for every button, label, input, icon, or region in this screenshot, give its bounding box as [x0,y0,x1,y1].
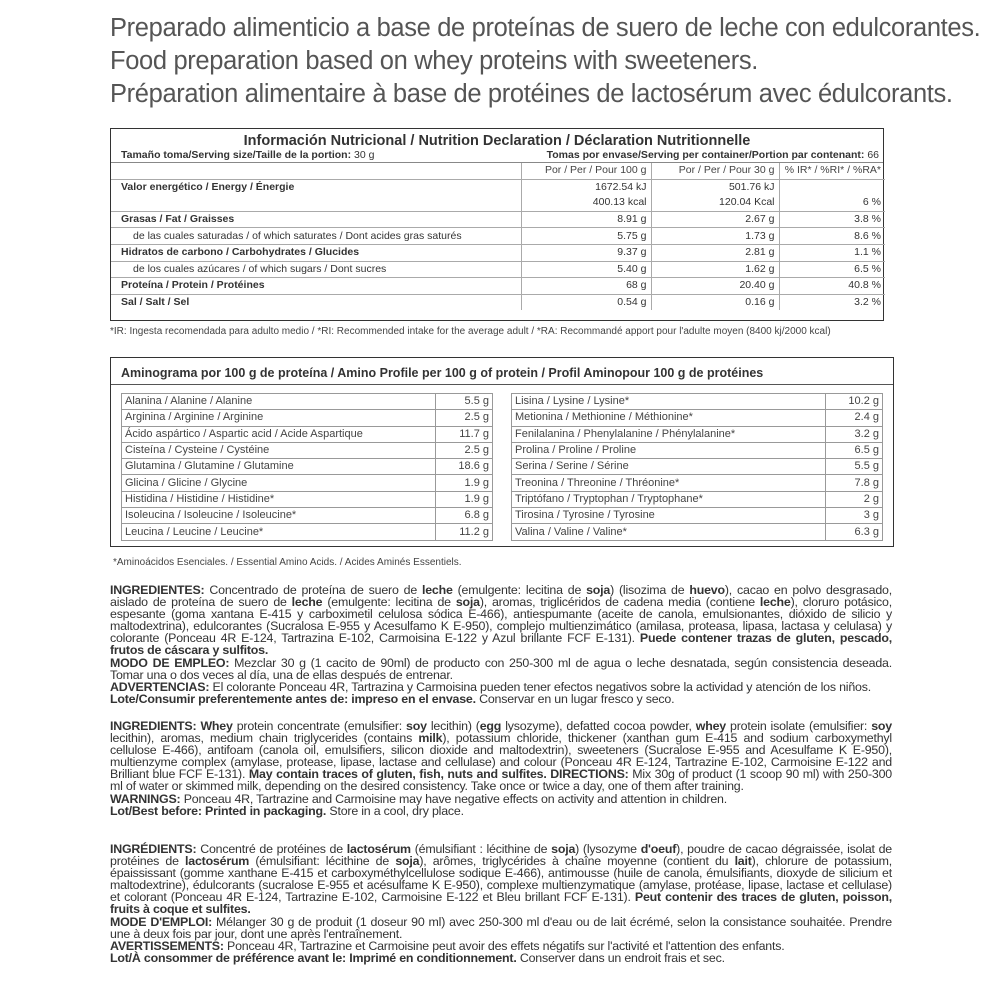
amino-row [122,394,493,410]
amino-name: Glutamina / Glutamine / Glutamine [122,459,436,475]
ingredient-text: Mélanger 30 g de produit (1 doseur 90 ml) avec 250-300 ml d'eau ou de lait écrémé, selon la consistance souhaitée. Prendre une à deux fois par jour, dont une après l'entraînement. [110,914,892,941]
amino-name: Fenilalanina / Phenylalanine / Phénylalanine* [512,426,826,442]
amino-row [122,410,493,426]
amino-profile-table [110,357,894,547]
ingredient-bold: soy [871,719,892,733]
col-header-per30: Por / Per / Pour 30 g [651,163,779,179]
containers-value: 66 [867,149,879,161]
amino-right-column [511,393,883,541]
ingredient-bold: INGREDIENTES: [110,583,205,597]
nutrition-header-row [111,163,885,179]
amino-row [512,524,883,540]
amino-value: 7.8 g [826,475,883,491]
ingredient-bold: leche [421,583,453,597]
energy-label: Valor energético / Energy / Énergie [121,180,295,193]
amino-name: Lisina / Lysine / Lysine* [512,394,826,410]
amino-value: 5.5 g [436,394,493,410]
amino-row [122,524,493,540]
energy-row-kcal [111,195,885,211]
col-header-per100: Por / Per / Pour 100 g [521,163,651,179]
nutrition-grid [111,163,885,310]
ingredient-bold: soy [406,719,427,733]
ingredient-bold: whey [695,719,726,733]
amino-name: Glicina / Glicine / Glycine [122,475,436,491]
ingredient-bold: INGREDIENTS: Whey [110,719,233,733]
energy-row-kj [111,179,885,195]
ingredient-bold: MODE D'EMPLOI: [110,914,213,929]
amino-value: 11.2 g [436,524,493,540]
ingredient-text: ), poudre de cacao dégraissée, isolat de protéines de [110,842,892,869]
amino-row [512,426,883,442]
amino-value: 6.8 g [436,508,493,524]
ingredient-bold: soja [395,854,420,869]
amino-row [122,442,493,458]
amino-value: 18.6 g [436,459,493,475]
nutrition-title: Información Nutricional / Nutrition Declaration / Déclaration Nutritionnelle [243,133,751,149]
ingredient-text: Mezclar 30 g (1 cacito de 90ml) de producto con 250-300 ml de agua o leche desnatada, según consistencia deseada. Tomar una o dos veces al día, una de ellas después de entrenar. [110,655,892,682]
amino-name: Histidina / Histidine / Histidine* [122,491,436,507]
ingredient-bold: d'oeuf [640,842,677,856]
ingredient-bold: MODO DE EMPLEO: [110,655,230,670]
amino-row [512,491,883,507]
ingredient-text: Conservar en un lugar fresco y seco. [475,691,675,706]
amino-name: Leucina / Leucine / Leucine* [122,524,436,540]
amino-left-column [121,393,493,541]
amino-value: 10.2 g [826,394,883,410]
energy-kcal-30: 120.04 Kcal [651,195,779,211]
amino-name: Tirosina / Tyrosine / Tyrosine [512,508,826,524]
ingredient-text: (émulsifiant: lécithine de [249,854,396,869]
ingredient-bold: May contain traces of gluten, fish, nuts and sulfites. DIRECTIONS: [248,767,629,782]
ingredient-bold: ADVERTENCIAS: [110,679,210,694]
ingredient-text: ), chlorure de potassium, épaississant (gomme xanthane E-415 et carboxyméthylcellulose sodique E-466), antimousse (huile de canola, émulsifiants, dioxyde de silicium et maltodextrine), édulcorants (sucralose E-955 et acésulfame K E-950), complexe multienzymatique (amylase, protéase, lipase, lactase et cellulase) et colorant (Ponceau 4R E-124, Tartrazine E-102, Carmoisine E-122 et Bleu brillant FCF E-131). [110,854,892,905]
headline-es: Preparado alimenticio a base de proteínas de suero de leche con edulcorantes. [110,14,981,42]
nutrition-footnote: *IR: Ingesta recomendada para adulto medio / *RI: Recommended intake for the average adult / *RA: Recommandé apport pour l'adulte moyen (8400 kj/2000 kcal) [110,326,831,337]
ingredient-text: lecithin) ( [426,719,480,733]
ingredient-text: El colorante Ponceau 4R, Tartrazina y Carmoisina pueden tener efectos negativos sobre la actividad y atención de los niños. [209,679,871,694]
ingredient-text: ), potassium chloride, thickener (xanthan gum E-415 and sodium carboxymethyl cellulose E-466), antifoam (canola oil, emulsifiers, silicon dioxide and maltodextrin), sweeteners (Sucralose E-955 and Acesulfame K E-950), multienzyme complex (amylase, protease, lipase, lactase and cellulase) and colour (Ponceau 4R E-124, Tartrazine E-102, Carmoisine E-122 and Brilliant blue FCF E-131). [110,731,892,782]
serving-row [111,149,883,163]
ingredient-bold: INGRÉDIENTS: [110,842,197,856]
serving-label: Tamaño toma/Serving size/Taille de la portion: [121,149,352,161]
ingredient-bold: soja [551,842,576,856]
ingredient-bold: milk [418,731,443,746]
amino-row [512,410,883,426]
amino-value: 3 g [826,508,883,524]
ingredient-bold: lactosérum [346,842,411,856]
ingredient-text: protein concentrate (emulsifier: [232,719,407,733]
ingredient-bold: Lot/Best before: Printed in packaging. [110,803,327,818]
energy-kcal-100: 400.13 kcal [521,195,651,211]
nutrient-row: Grasas / Fat / Graisses 8.91 g 2.67 g 3.8 % [111,211,885,228]
ingredient-text: lecithin), aromas, medium chain triglycerides (contains [110,731,419,746]
ingredient-text: Conserver dans un endroit frais et sec. [516,950,725,965]
ingredient-text: Store in a cool, dry place. [326,803,464,818]
amino-value: 2.5 g [436,410,493,426]
amino-name: Serina / Serine / Sérine [512,459,826,475]
ingredient-bold: lait [734,854,752,869]
amino-row [122,426,493,442]
amino-name: Isoleucina / Isoleucine / Isoleucine* [122,508,436,524]
ingredient-text: ) (lysozyme [575,842,641,856]
amino-name: Triptófano / Tryptophan / Tryptophane* [512,491,826,507]
ingredient-bold: leche [759,595,791,610]
amino-name: Metionina / Methionine / Méthionine* [512,410,826,426]
ingredients-en-text [110,720,892,817]
ingredient-bold: lactosérum [185,854,250,869]
energy-kj-100: 1672.54 kJ [521,179,651,195]
ingredient-bold: egg [479,719,502,733]
amino-row [512,459,883,475]
ingredients-en [110,720,892,817]
amino-name: Ácido aspártico / Aspartic acid / Acide Aspartique [122,426,436,442]
ingredient-bold: Lote/Consumir preferentemente antes de: impreso en el envase. [110,691,476,706]
ingredients-fr [110,843,892,964]
nutrient-row: Hidratos de carbono / Carbohydrates / Glucides 9.37 g 2.81 g 1.1 % [111,244,885,261]
ingredient-bold: leche [291,595,323,610]
nutrient-row: de los cuales azúcares / of which sugars / Dont sucres 5.40 g 1.62 g 6.5 % [111,261,885,278]
nutrient-row: de las cuales saturadas / of which saturates / Dont acides gras saturés 5.75 g 1.73 g 8.6 % [111,228,885,245]
nutrient-row: Sal / Salt / Sel 0.54 g 0.16 g 3.2 % [111,294,885,310]
ingredient-text: protein isolate (emulsifier: [725,719,872,733]
ingredient-bold: Lot/À consommer de préférence avant le: Imprimé en conditionnement. [110,950,517,965]
amino-row [122,459,493,475]
ingredient-text: lysozyme), defatted cocoa powder, [501,719,696,733]
amino-row [122,491,493,507]
amino-value: 3.2 g [826,426,883,442]
ingredients-es-text [110,584,892,705]
ingredient-text: (emulgente: lecitina de [452,583,587,597]
amino-value: 5.5 g [826,459,883,475]
amino-row [512,442,883,458]
amino-name: Prolina / Proline / Proline [512,442,826,458]
amino-row [512,475,883,491]
amino-title: Aminograma por 100 g de proteína / Amino Profile per 100 g of protein / Profil Aminopour 100 g de protéines [111,358,893,385]
amino-name: Treonina / Threonine / Thréonine* [512,475,826,491]
amino-row [122,475,493,491]
ingredient-text: Ponceau 4R, Tartrazine and Carmoisine may have negative effects on activity and attention in children. [180,791,727,806]
ingredient-bold: AVERTISSEMENTS: [110,938,224,953]
amino-value: 1.9 g [436,491,493,507]
ingredient-text: ), cacao en polvo desgrasado, aislado de proteína de suero de [110,583,892,610]
amino-footnote: *Aminoácidos Esenciales. / Essential Amino Acids. / Acides Aminés Essentiels. [113,557,462,568]
ingredient-text: Mix 30g of product (1 scoop 90 ml) with 250-300 ml of water or skimmed milk, depending on the desired consistency. Take once or twice a day, one of them after training. [110,767,892,794]
energy-kj-30: 501.76 kJ [651,179,779,195]
amino-name: Cisteína / Cysteine / Cystéine [122,442,436,458]
amino-value: 2.5 g [436,442,493,458]
serving-value: 30 g [354,149,375,161]
nutrition-table [110,128,884,321]
ingredient-bold: Puede contener trazas de gluten, pescado, frutos de cáscara y sulfitos. [110,631,892,658]
ingredient-text: ), arômes, triglycérides à chaîne moyenne (contient du [419,854,735,869]
amino-name: Alanina / Alanine / Alanine [122,394,436,410]
amino-value: 1.9 g [436,475,493,491]
ingredient-text: Concentré de protéines de [196,842,347,856]
ingredient-bold: soja [455,595,480,610]
product-description [110,12,990,111]
amino-row [512,508,883,524]
headline-en: Food preparation based on whey proteins with sweeteners. [110,47,759,75]
ingredient-text: ), cloruro potásico, espesante (goma xantana E-415 y carboximetil celulosa sódica E-466), antiespumante (aceite de canola, emulsionantes, dióxido de silicio y maltodextrina), edulcorantes (Sucralosa E-955 y Acesulfamo K E-950), complejo multienzimático (amilasa, proteasa, lipasa, lactasa y celulasa) y colorante (Ponceau 4R E-124, Tartrazina E-102, Carmoisina E-122 y Azul brillante FCF E-131). [110,595,892,646]
amino-value: 2.4 g [826,410,883,426]
amino-row [122,508,493,524]
amino-row [512,394,883,410]
amino-value: 6.3 g [826,524,883,540]
ingredient-text: (émulsifiant : lécithine de [410,842,552,856]
energy-pct: 6 % [779,195,885,211]
amino-value: 2 g [826,491,883,507]
ingredient-text: ), aromas, triglicéridos de cadena media (contiene [479,595,760,610]
amino-value: 6.5 g [826,442,883,458]
ingredient-bold: soja [586,583,611,597]
ingredient-text: Concentrado de proteína de suero de [204,583,422,597]
ingredient-text: Ponceau 4R, Tartrazine et Carmoisine peut avoir des effets négatifs sur l'activité et l'attention des enfants. [223,938,785,953]
ingredient-text: (emulgente: lecitina de [322,595,456,610]
ingredient-bold: Peut contenir des traces de gluten, poisson, fruits à coque et sulfites. [110,890,892,917]
headline-fr: Préparation alimentaire à base de protéines de lactosérum avec édulcorants. [110,80,953,108]
nutrient-row: Proteína / Protein / Protéines 68 g 20.40 g 40.8 % [111,278,885,295]
amino-name: Arginina / Arginine / Arginine [122,410,436,426]
amino-value: 11.7 g [436,426,493,442]
col-header-pct: % IR* / %RI* / %RA* [779,163,885,179]
ingredients-fr-text [110,843,892,964]
containers-label: Tomas por envase/Serving per container/Portion par contenant: [546,149,865,161]
amino-name: Valina / Valine / Valine* [512,524,826,540]
ingredient-bold: WARNINGS: [110,791,181,806]
ingredient-text: ) (lisozima de [610,583,690,597]
ingredient-bold: huevo [689,583,725,597]
ingredients-es [110,584,892,705]
